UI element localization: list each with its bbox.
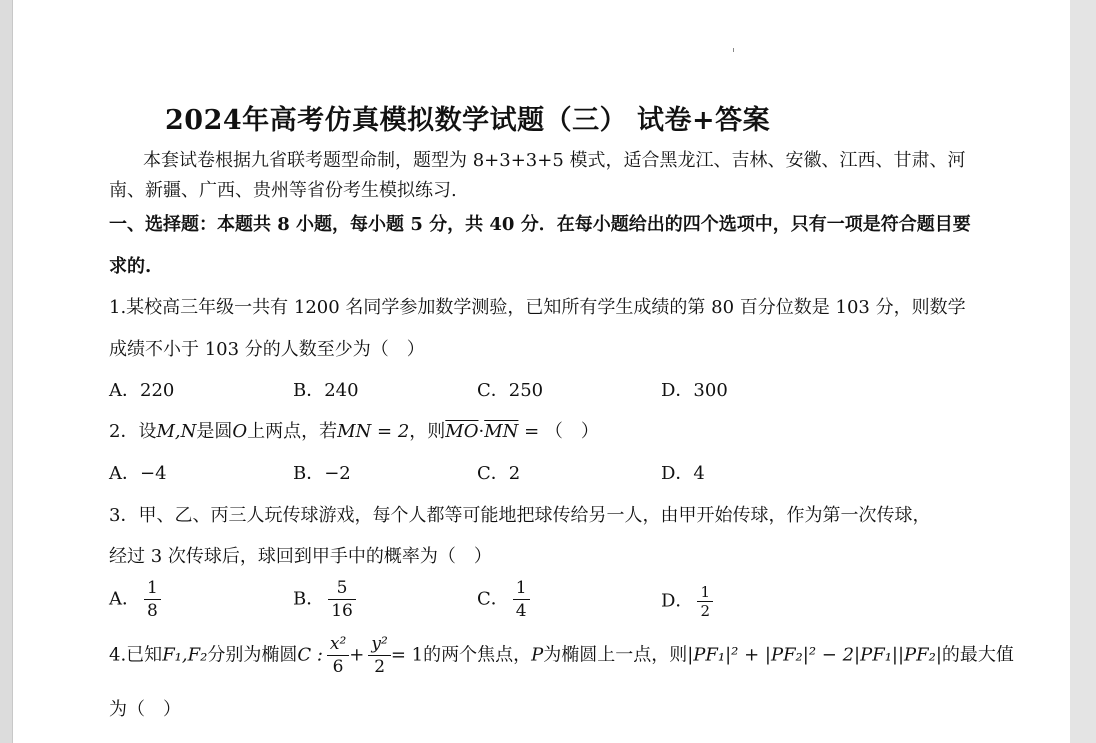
q2-mid3: ，则: [409, 421, 446, 442]
q3-a-den: 8: [147, 601, 158, 621]
q2-vector-mn: $\overline{MN}$: [484, 421, 519, 442]
question-1-line-2: 成绩不小于 103 分的人数至少为（ ）: [109, 339, 425, 360]
q3-option-b-label: B．: [293, 588, 325, 610]
question-1-line-1: 1.某校高三年级一共有 1200 名同学参加数学测验，已知所有学生成绩的第 80 百分位数是 103 分，则数学: [109, 297, 966, 318]
q3-option-b: [293, 577, 356, 622]
intro-line-1: 本套试卷根据九省联考题型命制，题型为 8+3+3+5 模式，适合黑龙江、吉林、安徽、江西、甘肃、河: [143, 150, 966, 171]
question-3-line-1: 3．甲、乙、丙三人玩传球游戏，每个人都等可能地把球传给另一人，由甲开始传球，作为第一次传球，: [109, 505, 931, 526]
q4-ellipse: C :: [297, 644, 323, 666]
q2-option-d: D．4: [661, 463, 705, 484]
q2-tail: = （ ）: [518, 421, 599, 442]
q3-c-den: 4: [515, 601, 527, 621]
q4-x-den: 6: [332, 657, 344, 677]
q3-b-num: 5: [328, 577, 356, 600]
q3-option-c-label: C．: [477, 588, 509, 610]
question-2: [109, 417, 599, 443]
q4-y-num: y²: [368, 633, 390, 656]
q4-mid2: 的两个焦点，: [423, 644, 532, 666]
section-heading-line-1: 一、选择题：本题共 8 小题，每小题 5 分，共 40 分．在每小题给出的四个选项中，只有一项是符合题目要: [109, 214, 971, 235]
q4-mid3: 为椭圆上一点，则: [543, 644, 688, 666]
q2-circle: O: [232, 421, 248, 442]
q3-option-b-fraction: [328, 577, 356, 622]
q4-foci: F₁,F₂: [162, 644, 208, 666]
q3-option-a-label: A．: [109, 588, 140, 610]
q4-x-num: x²: [327, 633, 349, 656]
question-3-line-2: 经过 3 次传球后，球回到甲手中的概率为（ ）: [109, 546, 492, 567]
q3-a-num: 1: [144, 577, 161, 600]
q4-expression: |PF₁|² + |PF₂|² − 2|PF₁||PF₂|: [687, 644, 942, 666]
q4-prefix: 4.已知: [109, 644, 163, 666]
q3-option-a: [109, 577, 161, 622]
q1-option-b: B．240: [293, 380, 359, 401]
page-title: 2024年高考仿真模拟数学试题（三） 试卷+答案: [165, 105, 771, 136]
q2-option-a: A．−4: [109, 463, 167, 484]
document-page: [12, 0, 1072, 743]
q1-option-a: A．220: [109, 380, 175, 401]
q3-option-d: [661, 583, 713, 620]
q4-x-fraction: [327, 633, 349, 678]
q4-point-p: P: [531, 644, 544, 666]
q3-d-den: 2: [700, 602, 710, 620]
q4-tail: 的最大值: [941, 644, 1014, 666]
scrollbar-track[interactable]: [1070, 0, 1096, 743]
question-4-line-1: [109, 633, 1014, 678]
q2-mn-eq: MN = 2: [337, 421, 410, 442]
q1-option-d: D．300: [661, 380, 728, 401]
q3-option-d-label: D．: [661, 590, 694, 612]
q3-option-a-fraction: [144, 577, 161, 622]
q4-y-fraction: [368, 633, 390, 678]
q1-option-c: C．250: [477, 380, 544, 401]
q4-mid1: 分别为椭圆: [207, 644, 298, 666]
q3-option-d-fraction: [697, 583, 713, 620]
q2-dot: ·: [478, 421, 485, 442]
q3-d-num: 1: [697, 583, 713, 602]
q3-option-c: [477, 577, 530, 622]
section-heading-line-2: 求的.: [109, 256, 152, 277]
q3-option-c-fraction: [513, 577, 530, 622]
q3-c-num: 1: [513, 577, 530, 600]
q2-mn-vars: M,N: [156, 421, 197, 442]
q4-plus: +: [349, 644, 365, 666]
q2-mid1: 是圆: [196, 421, 233, 442]
intro-line-2: 南、新疆、广西、贵州等省份考生模拟练习.: [109, 180, 457, 201]
q4-y-den: 2: [374, 657, 386, 677]
question-4-line-2: 为（ ）: [109, 699, 181, 720]
q3-b-den: 16: [331, 601, 353, 621]
q2-prefix: 2．设: [109, 421, 157, 442]
q2-option-b: B．−2: [293, 463, 351, 484]
cursor-mark: [733, 48, 734, 52]
q2-mid2: 上两点，若: [247, 421, 338, 442]
q2-vector-mo: $\overline{MO}$: [445, 421, 479, 442]
q2-option-c: C．2: [477, 463, 521, 484]
q4-eq: = 1: [390, 644, 424, 666]
